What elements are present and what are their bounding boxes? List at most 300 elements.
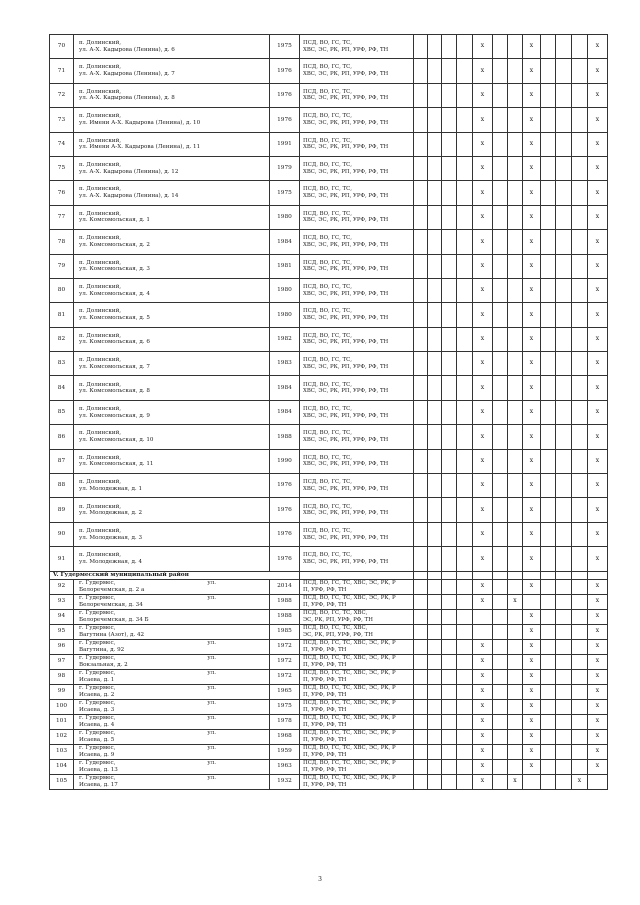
row-number: 105 (50, 774, 74, 789)
mark-cell (556, 744, 572, 759)
address-city: г. Гудермес, (79, 580, 116, 586)
year-cell: 1972 (270, 654, 300, 669)
year-cell: 1975 (270, 699, 300, 714)
row-number: 72 (50, 83, 74, 107)
mark-cell (457, 498, 473, 522)
works-line-2: П, УРФ, РФ, ТН (303, 586, 347, 593)
address-cell (74, 579, 270, 594)
works-line-2: ХВС, ЭС, РК, РП, УРФ, РФ, ТН (303, 412, 389, 419)
address-cell (74, 609, 270, 624)
year-cell: 1976 (270, 83, 300, 107)
mark-cell: x (588, 83, 608, 107)
mark-cell (414, 400, 428, 424)
mark-cell (541, 639, 556, 654)
mark-cell (493, 547, 508, 571)
mark-cell (556, 759, 572, 774)
mark-cell (572, 327, 588, 351)
mark-cell (457, 400, 473, 424)
mark-cell: x (473, 205, 493, 229)
mark-cell (414, 624, 428, 639)
mark-cell (442, 83, 457, 107)
mark-cell (442, 230, 457, 254)
mark-cell: x (523, 278, 541, 302)
row-number: 94 (50, 609, 74, 624)
mark-cell (572, 669, 588, 684)
mark-cell (572, 699, 588, 714)
housing-works-table (49, 34, 608, 790)
mark-cell: x (588, 684, 608, 699)
mark-cell: x (588, 376, 608, 400)
mark-cell (493, 714, 508, 729)
mark-cell (428, 609, 442, 624)
mark-cell: x (523, 699, 541, 714)
works-line-1: ПСД, ВО, ГС, ТС, (303, 162, 352, 169)
table-row (50, 774, 608, 789)
works-line-1: ПСД, ВО, ГС, ТС, (303, 503, 352, 510)
address-street-tag: ул. (207, 685, 217, 691)
mark-cell (414, 254, 428, 278)
mark-cell (428, 327, 442, 351)
year-cell: 1988 (270, 609, 300, 624)
mark-cell (457, 108, 473, 132)
address-line-1: п. Долинский, (79, 357, 122, 364)
mark-cell (556, 624, 572, 639)
address-line-2: ул. Комсомольская, д. 11 (79, 461, 154, 468)
table-body (50, 35, 608, 790)
address-line-2: ул. А-Х. Кадырова (Ленина), д. 14 (79, 193, 179, 200)
works-cell (300, 156, 414, 180)
address-line-2: Исаева, д. 3 (79, 706, 115, 713)
mark-cell (556, 774, 572, 789)
mark-cell (414, 303, 428, 327)
mark-cell (541, 547, 556, 571)
address-cell (74, 230, 270, 254)
mark-cell (442, 579, 457, 594)
mark-cell (457, 714, 473, 729)
mark-cell (556, 474, 572, 498)
mark-cell (428, 352, 442, 376)
mark-cell: x (588, 352, 608, 376)
mark-cell (572, 547, 588, 571)
table-row (50, 254, 608, 278)
mark-cell: x (523, 400, 541, 424)
mark-cell: x (473, 579, 493, 594)
section-header-row (50, 571, 608, 579)
works-cell (300, 624, 414, 639)
address-line-1: п. Долинский, (79, 381, 122, 388)
mark-cell (572, 425, 588, 449)
table-row (50, 425, 608, 449)
mark-cell (556, 156, 572, 180)
mark-cell: x (588, 639, 608, 654)
mark-cell (414, 609, 428, 624)
table-row (50, 639, 608, 654)
year-cell: 1932 (270, 774, 300, 789)
document-table-sheet (49, 34, 607, 854)
mark-cell (442, 376, 457, 400)
works-line-1: ПСД, ВО, ГС, ТС, (303, 235, 352, 242)
mark-cell (556, 714, 572, 729)
mark-cell (572, 714, 588, 729)
works-cell (300, 83, 414, 107)
mark-cell (442, 474, 457, 498)
year-cell: 1988 (270, 425, 300, 449)
address-line-2: ул. А-Х. Кадырова (Ленина), д. 6 (79, 46, 175, 53)
works-line-2: П, УРФ, РФ, ТН (303, 601, 347, 608)
mark-cell (442, 759, 457, 774)
mark-cell: x (588, 759, 608, 774)
table-row (50, 156, 608, 180)
mark-cell (572, 639, 588, 654)
section-mark-cell (473, 571, 493, 579)
mark-cell (442, 729, 457, 744)
mark-cell (541, 654, 556, 669)
mark-cell (556, 108, 572, 132)
address-line-1: п. Долинский, (79, 284, 122, 290)
mark-cell (428, 594, 442, 609)
mark-cell (493, 759, 508, 774)
mark-cell: x (588, 59, 608, 83)
table-row (50, 59, 608, 83)
mark-cell (457, 699, 473, 714)
mark-cell (541, 759, 556, 774)
row-number: 91 (50, 547, 74, 571)
address-city: г. Гудермес, (79, 745, 116, 751)
mark-cell (442, 498, 457, 522)
mark-cell (457, 449, 473, 473)
mark-cell (428, 579, 442, 594)
works-line-1: ПСД, ВО, ГС, ТС, ХВС, (303, 625, 368, 631)
works-line-1: ПСД, ВО, ГС, ТС, ХВС, ЭС, РК, Р (303, 670, 396, 676)
mark-cell (541, 352, 556, 376)
section-mark-cell (508, 571, 523, 579)
mark-cell: x (588, 594, 608, 609)
section-mark-cell (572, 571, 588, 579)
mark-cell: x (523, 83, 541, 107)
mark-cell: x (523, 609, 541, 624)
address-line-2: ул. А-Х. Кадырова (Ленина), д. 12 (79, 168, 179, 175)
mark-cell (541, 425, 556, 449)
works-cell (300, 729, 414, 744)
address-line-2: ул. Комсомольская, д. 1 (79, 217, 150, 224)
mark-cell (414, 639, 428, 654)
address-line-1 (79, 595, 269, 602)
year-cell: 1988 (270, 594, 300, 609)
address-city: г. Гудермес, (79, 610, 116, 616)
works-line-1: ПСД, ВО, ГС, ТС, (303, 454, 352, 461)
mark-cell: x (473, 547, 493, 571)
year-cell: 1963 (270, 759, 300, 774)
mark-cell (493, 230, 508, 254)
mark-cell (457, 669, 473, 684)
row-number: 88 (50, 474, 74, 498)
address-city: г. Гудермес, (79, 700, 116, 706)
mark-cell: x (473, 699, 493, 714)
mark-cell (457, 156, 473, 180)
works-line-2: ХВС, ЭС, РК, РП, УРФ, РФ, ТН (303, 266, 389, 273)
mark-cell (442, 684, 457, 699)
row-number: 85 (50, 400, 74, 424)
works-line-1: ПСД, ВО, ГС, ТС, (303, 40, 352, 47)
mark-cell (457, 639, 473, 654)
mark-cell (473, 624, 493, 639)
row-number: 104 (50, 759, 74, 774)
row-number: 75 (50, 156, 74, 180)
works-line-2: ХВС, ЭС, РК, РП, УРФ, РФ, ТН (303, 510, 389, 517)
address-city: г. Гудермес, (79, 715, 116, 721)
mark-cell (414, 132, 428, 156)
mark-cell: x (588, 156, 608, 180)
works-cell (300, 425, 414, 449)
year-cell: 1980 (270, 278, 300, 302)
mark-cell (414, 449, 428, 473)
mark-cell (508, 230, 523, 254)
mark-cell (572, 376, 588, 400)
mark-cell (556, 522, 572, 546)
mark-cell: x (473, 774, 493, 789)
mark-cell (457, 547, 473, 571)
mark-cell (457, 230, 473, 254)
mark-cell (493, 376, 508, 400)
works-line-2: ХВС, ЭС, РК, РП, УРФ, РФ, ТН (303, 485, 389, 492)
works-line-1: ПСД, ВО, ГС, ТС, ХВС, ЭС, РК, Р (303, 595, 396, 601)
mark-cell (414, 654, 428, 669)
works-cell (300, 474, 414, 498)
address-cell (74, 624, 270, 639)
mark-cell: x (473, 729, 493, 744)
mark-cell (493, 639, 508, 654)
mark-cell (508, 714, 523, 729)
mark-cell (493, 83, 508, 107)
mark-cell (572, 654, 588, 669)
mark-cell (508, 639, 523, 654)
mark-cell: x (523, 449, 541, 473)
address-line-2: Белоречемская, д. 2 а (79, 586, 145, 593)
mark-cell (414, 35, 428, 59)
mark-cell (541, 594, 556, 609)
mark-cell (457, 684, 473, 699)
mark-cell (493, 278, 508, 302)
mark-cell (572, 352, 588, 376)
address-line-1 (79, 715, 269, 722)
mark-cell (493, 352, 508, 376)
mark-cell (508, 729, 523, 744)
mark-cell (493, 303, 508, 327)
address-cell (74, 639, 270, 654)
table-row (50, 474, 608, 498)
row-number: 77 (50, 205, 74, 229)
mark-cell (493, 579, 508, 594)
section-mark-cell (493, 571, 508, 579)
address-cell (74, 474, 270, 498)
address-cell (74, 376, 270, 400)
table-row (50, 352, 608, 376)
mark-cell (457, 579, 473, 594)
works-line-2: ХВС, ЭС, РК, РП, УРФ, РФ, ТН (303, 314, 389, 321)
mark-cell (541, 684, 556, 699)
mark-cell (457, 774, 473, 789)
mark-cell: x (523, 714, 541, 729)
mark-cell (541, 474, 556, 498)
mark-cell (508, 35, 523, 59)
mark-cell: x (473, 35, 493, 59)
mark-cell (473, 609, 493, 624)
row-number: 93 (50, 594, 74, 609)
mark-cell (442, 132, 457, 156)
address-line-1: п. Долинский, (79, 479, 122, 486)
table-row (50, 699, 608, 714)
address-city: г. Гудермес, (79, 655, 116, 661)
mark-cell (414, 376, 428, 400)
address-line-1 (79, 625, 269, 632)
year-cell: 1985 (270, 624, 300, 639)
mark-cell (556, 327, 572, 351)
address-line-2: Вагутина, д. 92 (79, 646, 125, 653)
address-cell (74, 59, 270, 83)
mark-cell: x (473, 132, 493, 156)
mark-cell (493, 498, 508, 522)
address-cell (74, 449, 270, 473)
mark-cell (442, 205, 457, 229)
mark-cell: x (473, 327, 493, 351)
mark-cell: x (588, 474, 608, 498)
mark-cell (493, 400, 508, 424)
mark-cell (457, 83, 473, 107)
mark-cell (442, 108, 457, 132)
mark-cell (508, 699, 523, 714)
mark-cell (428, 132, 442, 156)
works-line-2: ХВС, ЭС, РК, РП, УРФ, РФ, ТН (303, 339, 389, 346)
mark-cell (508, 579, 523, 594)
mark-cell (541, 35, 556, 59)
table-row (50, 579, 608, 594)
mark-cell (428, 714, 442, 729)
section-mark-cell (541, 571, 556, 579)
works-line-2: ХВС, ЭС, РК, РП, УРФ, РФ, ТН (303, 168, 389, 175)
address-street-tag: ул. (207, 715, 217, 721)
mark-cell: x (523, 547, 541, 571)
mark-cell (556, 59, 572, 83)
works-line-1: ПСД, ВО, ГС, ТС, (303, 88, 352, 95)
mark-cell: x (588, 522, 608, 546)
mark-cell (493, 522, 508, 546)
table-row (50, 498, 608, 522)
mark-cell (457, 624, 473, 639)
mark-cell (428, 522, 442, 546)
address-line-2: ул. Молодежная, д. 1 (79, 485, 143, 492)
works-line-2: ЭС, РК, РП, УРФ, РФ, ТН (303, 631, 373, 638)
mark-cell (508, 59, 523, 83)
address-line-1: п. Долинский, (79, 235, 122, 242)
works-cell (300, 714, 414, 729)
mark-cell: x (588, 108, 608, 132)
mark-cell (508, 449, 523, 473)
address-line-2: ул. Молодежная, д. 4 (79, 558, 143, 565)
mark-cell (414, 669, 428, 684)
mark-cell: x (473, 352, 493, 376)
address-city: г. Гудермес, (79, 730, 116, 736)
mark-cell (442, 254, 457, 278)
mark-cell (493, 774, 508, 789)
works-line-2: ХВС, ЭС, РК, РП, УРФ, РФ, ТН (303, 217, 389, 224)
works-line-1: ПСД, ВО, ГС, ТС, ХВС, ЭС, РК, Р (303, 655, 396, 661)
works-cell (300, 639, 414, 654)
mark-cell (541, 729, 556, 744)
address-line-1 (79, 745, 269, 752)
mark-cell (541, 205, 556, 229)
mark-cell (572, 729, 588, 744)
mark-cell (541, 699, 556, 714)
mark-cell (414, 352, 428, 376)
mark-cell: x (588, 449, 608, 473)
year-cell: 1976 (270, 474, 300, 498)
works-line-2: ХВС, ЭС, РК, РП, УРФ, РФ, ТН (303, 95, 389, 102)
works-line-2: ХВС, ЭС, РК, РП, УРФ, РФ, ТН (303, 388, 389, 395)
address-cell (74, 684, 270, 699)
mark-cell: x (523, 35, 541, 59)
mark-cell (442, 303, 457, 327)
row-number: 92 (50, 579, 74, 594)
address-line-1 (79, 685, 269, 692)
address-cell (74, 594, 270, 609)
address-line-2: ул. Комсомольская, д. 8 (79, 388, 150, 395)
mark-cell (508, 400, 523, 424)
row-number: 84 (50, 376, 74, 400)
mark-cell: x (588, 132, 608, 156)
mark-cell (457, 254, 473, 278)
mark-cell (541, 132, 556, 156)
works-line-1: ПСД, ВО, ГС, ТС, (303, 405, 352, 412)
address-line-1: п. Долинский, (79, 259, 122, 266)
address-line-1: п. Долинский, (79, 503, 122, 510)
address-cell (74, 759, 270, 774)
address-cell (74, 303, 270, 327)
mark-cell (572, 303, 588, 327)
mark-cell (442, 594, 457, 609)
works-line-1: ПСД, ВО, ГС, ТС, ХВС, ЭС, РК, Р (303, 715, 396, 721)
address-line-2: Белоречемская, д. 34 (79, 601, 143, 608)
year-cell: 1984 (270, 376, 300, 400)
works-cell (300, 132, 414, 156)
mark-cell: x (523, 684, 541, 699)
mark-cell: x (508, 774, 523, 789)
mark-cell (457, 278, 473, 302)
mark-cell (457, 205, 473, 229)
mark-cell (414, 474, 428, 498)
mark-cell (556, 303, 572, 327)
table-row (50, 669, 608, 684)
row-number: 74 (50, 132, 74, 156)
address-line-1: п. Долинский, (79, 308, 122, 315)
address-line-2: Белоречемская, д. 34 Б (79, 616, 149, 623)
mark-cell (572, 230, 588, 254)
mark-cell (508, 609, 523, 624)
mark-cell (457, 303, 473, 327)
mark-cell: x (473, 744, 493, 759)
mark-cell (442, 278, 457, 302)
mark-cell (428, 108, 442, 132)
mark-cell: x (523, 254, 541, 278)
works-line-1: ПСД, ВО, ГС, ТС, (303, 64, 352, 71)
address-cell (74, 132, 270, 156)
mark-cell (414, 278, 428, 302)
mark-cell (428, 498, 442, 522)
year-cell: 1959 (270, 744, 300, 759)
mark-cell (428, 303, 442, 327)
mark-cell: x (588, 624, 608, 639)
works-line-1: ПСД, ВО, ГС, ТС, (303, 210, 352, 217)
address-street-tag: ул. (207, 760, 217, 766)
